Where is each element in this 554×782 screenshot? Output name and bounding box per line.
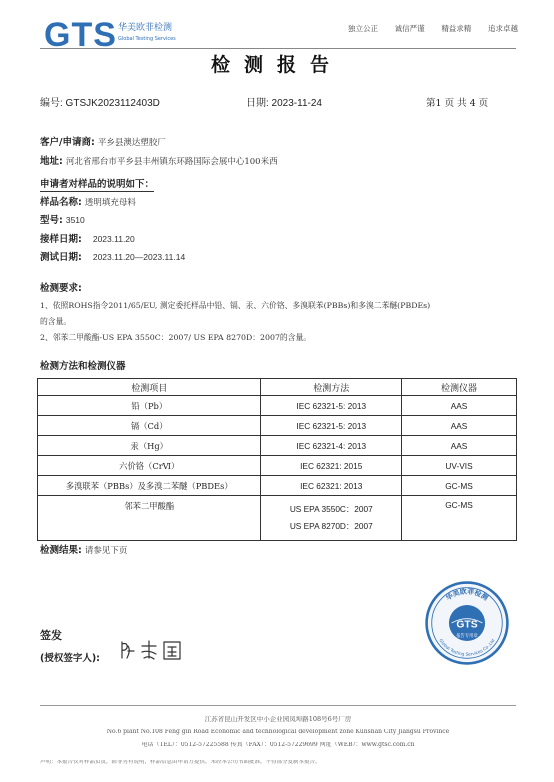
footer-address-en: No.6 plant No.108 Feng gin Road Economic and technological development zone Kunshan City Jiangsu Province — [106, 729, 450, 735]
row-item: 镉（Cd） — [38, 416, 261, 436]
requirements-heading — [40, 284, 82, 294]
table-row — [38, 396, 517, 416]
row-method: IEC 62321-5: 2013 — [261, 396, 402, 416]
received-date-label: 接样日期: — [40, 234, 82, 245]
client-row — [40, 138, 166, 148]
table-header-row — [38, 379, 517, 396]
company-name-cn: 华美欧菲检测 — [118, 23, 173, 33]
row-instrument: AAS — [402, 396, 517, 416]
test-date-label: 测试日期: — [40, 252, 82, 263]
report-date: 日期: 2023-11-24 — [246, 98, 322, 109]
header-item: 检测项目 — [38, 379, 261, 396]
company-name-en: Global Testing Services — [118, 36, 176, 42]
methods-heading — [40, 362, 126, 372]
sample-name-value: 透明填充母料 — [84, 198, 136, 208]
seal-top-text: 华美欧菲检测 — [444, 587, 490, 603]
footer-divider — [40, 705, 516, 706]
result-row — [40, 546, 127, 556]
row-method: IEC 62321: 2015 — [261, 456, 402, 476]
sample-intro — [40, 180, 154, 190]
table-row — [38, 476, 517, 496]
address-label: 地址: — [40, 156, 63, 167]
motto-item: 独立公正 — [348, 24, 378, 33]
company-motto — [348, 25, 518, 33]
table-row — [38, 496, 517, 541]
address-value: 河北省邢台市平乡县丰州镇东环路国际会展中心100米西 — [65, 157, 278, 167]
page-indicator: 第1 页 共 4 页 — [426, 98, 489, 109]
requirements-text — [40, 298, 520, 346]
table-row — [38, 416, 517, 436]
model-value: 3510 — [65, 215, 85, 225]
official-seal — [424, 580, 510, 666]
received-date-value: 2023.11.20 — [92, 234, 135, 244]
row-item: 铅（Pb） — [38, 396, 261, 416]
sample-intro-text: 申请者对样品的说明如下： — [40, 179, 155, 190]
row-method: IEC 62321: 2013 — [261, 476, 402, 496]
requirement-line: 的含量。 — [40, 317, 72, 326]
footer-contact: 电话（TEL）：0512-57225588 传真（FAX）：0512-57229699 网址（WEB）：www.gtsc.com.cn — [141, 742, 415, 748]
header-method: 检测方法 — [261, 379, 402, 396]
row-item: 邻苯二甲酸酯 — [38, 496, 261, 541]
row-method — [261, 496, 402, 541]
method-line: US EPA 8270D：2007 — [289, 521, 373, 531]
header-divider — [40, 48, 516, 49]
row-instrument: AAS — [402, 416, 517, 436]
row-instrument: GC-MS — [402, 476, 517, 496]
result-value: 请参见下页 — [84, 546, 128, 556]
row-item: 六价铬（CrⅥ） — [38, 456, 261, 476]
row-method: IEC 62321-5: 2013 — [261, 416, 402, 436]
signatory-label: (授权签字人): — [40, 653, 100, 664]
seal-ring-text: Global Testing Services Co.,Ltd — [437, 638, 497, 658]
method-line: US EPA 3550C：2007 — [289, 504, 373, 514]
row-item: 汞（Hg） — [38, 436, 261, 456]
footer-disclaimer: 声明：本报告仅对样品负责，除非另有说明，样品信息由申请方提供。未经本公司书面批准，不得部分复制本报告。 — [40, 760, 321, 765]
row-instrument: GC-MS — [402, 496, 517, 541]
model-row — [40, 216, 85, 226]
received-date-row — [40, 235, 135, 245]
methods-table — [37, 378, 517, 541]
company-logo: GTS — [44, 16, 117, 54]
address-row — [40, 157, 278, 167]
test-date-value: 2023.11.20—2023.11.14 — [92, 252, 186, 262]
motto-item: 追求卓越 — [487, 24, 518, 33]
seal-center-text: GTS — [456, 619, 478, 631]
methods-heading-text: 检测方法和检测仪器 — [40, 361, 126, 372]
issue-label: 签发 — [40, 629, 62, 642]
sample-name-label: 样品名称: — [40, 197, 82, 208]
result-label: 检测结果: — [40, 545, 82, 556]
row-instrument: AAS — [402, 436, 517, 456]
test-date-row — [40, 253, 185, 263]
footer-address-cn: 江苏省昆山开发区中小企业园凤埠路108号6号厂房 — [204, 716, 352, 723]
seal-sub-text: 报告专用章 — [456, 633, 478, 639]
client-label: 客户/申请商: — [40, 137, 95, 148]
row-item: 多溴联苯（PBBs）及多溴二苯醚（PBDEs） — [38, 476, 261, 496]
requirements-label: 检测要求: — [40, 283, 82, 294]
table-row — [38, 436, 517, 456]
header-instrument: 检测仪器 — [402, 379, 517, 396]
report-title: 检测报告 — [210, 54, 343, 76]
row-instrument: UV-VIS — [402, 456, 517, 476]
row-method: IEC 62321-4: 2013 — [261, 436, 402, 456]
motto-item: 精益求精 — [441, 24, 472, 33]
requirement-line: 2、邻苯二甲酸酯-US EPA 3550C：2007/ US EPA 8270D：2007的含量。 — [40, 333, 312, 342]
handwritten-signature — [118, 638, 198, 662]
table-row — [38, 456, 517, 476]
client-value: 平乡县澳达塑胶厂 — [97, 138, 166, 148]
report-number: 编号: GTSJK2023112403D — [40, 98, 160, 109]
requirement-line: 1、依照ROHS指令2011/65/EU, 测定委托样品中铅、镉、汞、六价铬、多溴联苯(PBBs)和多溴二苯醚(PBDEs) — [40, 301, 431, 310]
motto-item: 诚信严谨 — [394, 24, 425, 33]
model-label: 型号: — [40, 215, 63, 226]
sample-name-row — [40, 198, 136, 208]
